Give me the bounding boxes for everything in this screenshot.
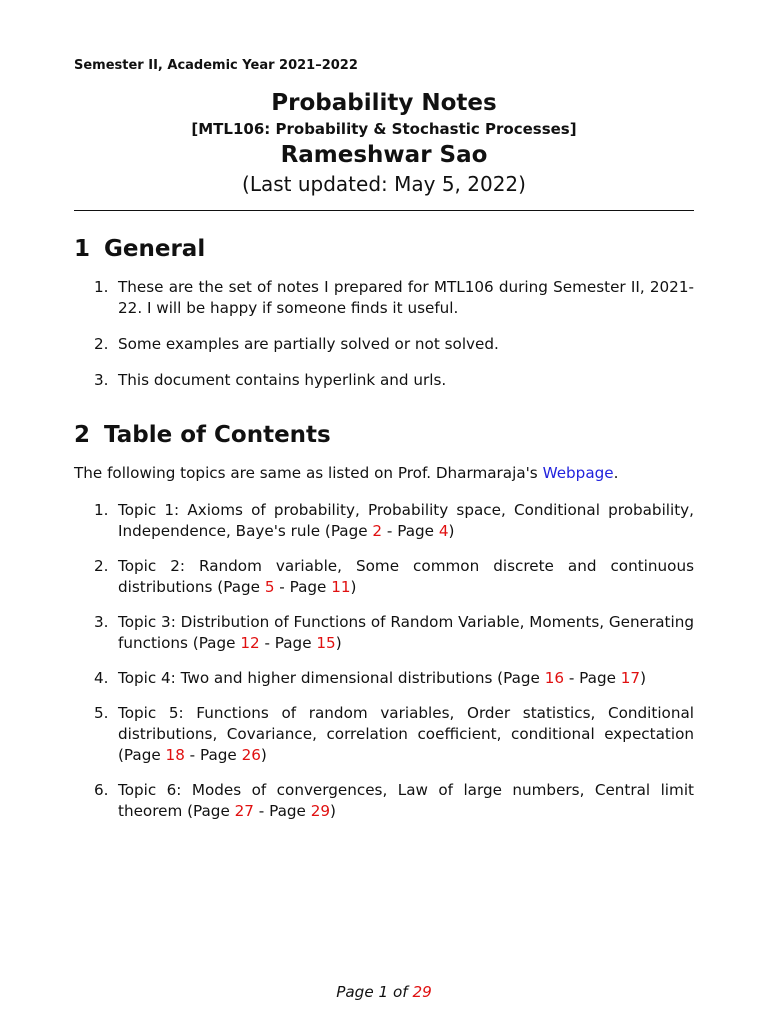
general-list [94, 277, 694, 391]
topic-mid: - Page [274, 578, 332, 596]
list-item [94, 277, 694, 319]
author-name: Rameshwar Sao [280, 142, 488, 168]
title-divider [74, 210, 694, 211]
topic-text: Topic 3: Distribution of Functions of Random Variable, Moments, Generating functions (Page [118, 613, 694, 652]
section-number: 1 [74, 236, 91, 262]
topic-text: Topic 6: Modes of convergences, Law of large numbers, Central limit theorem (Page [118, 781, 694, 820]
toc-item [94, 500, 694, 542]
list-item-text: These are the set of notes I prepared for MTL106 during Semester II, 2021-22. I will be happy if someone finds it useful. [118, 278, 694, 317]
topic-close: ) [640, 669, 647, 687]
section-heading-toc [74, 420, 331, 450]
page-link-start[interactable]: 18 [165, 746, 185, 764]
topic-text: Topic 4: Two and higher dimensional distributions (Page [118, 669, 545, 687]
list-item-text: Some examples are partially solved or not solved. [118, 335, 499, 353]
page-link-start[interactable]: 27 [234, 802, 254, 820]
topic-close: ) [335, 634, 342, 652]
topic-close: ) [330, 802, 336, 820]
last-updated: (Last updated: May 5, 2022) [242, 172, 526, 196]
section-title: General [104, 236, 206, 262]
webpage-link[interactable]: Webpage [542, 464, 614, 482]
page-link-end[interactable]: 26 [241, 746, 261, 764]
page-link-start[interactable]: 12 [240, 634, 260, 652]
toc-intro [74, 463, 618, 484]
list-marker: 5. [94, 704, 109, 722]
list-marker: 3. [94, 371, 109, 389]
list-marker: 1. [94, 278, 109, 296]
page-link-end[interactable]: 15 [316, 634, 336, 652]
list-marker: 6. [94, 781, 109, 799]
topic-mid: - Page [259, 634, 317, 652]
section-number: 2 [74, 422, 91, 448]
list-marker: 2. [94, 335, 109, 353]
list-marker: 4. [94, 669, 109, 687]
topic-text: Topic 1: Axioms of probability, Probability space, Conditional probability, Independence, Baye's rule (Page [118, 501, 694, 540]
topic-mid: - Page [253, 802, 311, 820]
page-link-end[interactable]: 11 [331, 578, 351, 596]
list-marker: 1. [94, 501, 109, 519]
list-item-text: This document contains hyperlink and urls. [118, 371, 447, 389]
intro-text: The following topics are same as listed on Prof. Dharmaraja's [74, 464, 543, 482]
page-number-label: Page 1 of [336, 983, 413, 1001]
document-title: Probability Notes [271, 90, 497, 116]
topic-close: ) [448, 522, 455, 540]
page-link-end[interactable]: 4 [438, 522, 449, 540]
list-item [94, 370, 694, 391]
toc-item [94, 612, 694, 654]
page-footer [0, 983, 768, 1001]
topic-mid: - Page [564, 669, 621, 687]
topic-close: ) [260, 746, 267, 764]
page-link-start[interactable]: 5 [264, 578, 275, 596]
page-link-end[interactable]: 17 [620, 669, 641, 687]
section-heading-general [74, 234, 205, 264]
course-name: [MTL106: Probability & Stochastic Processes] [191, 120, 577, 138]
topic-mid: - Page [184, 746, 242, 764]
toc-item [94, 703, 694, 766]
page-link-start[interactable]: 2 [372, 522, 383, 540]
semester-label: Semester II, Academic Year 2021–2022 [74, 58, 358, 73]
toc-list [94, 500, 694, 822]
list-item [94, 334, 694, 355]
title-block [74, 88, 694, 198]
topic-mid: - Page [382, 522, 439, 540]
toc-item [94, 556, 694, 598]
page-link-end[interactable]: 29 [310, 802, 331, 820]
section-title: Table of Contents [104, 422, 331, 448]
toc-item [94, 780, 694, 822]
topic-text: Topic 5: Functions of random variables, Order statistics, Conditional distributions, Covariance, correlation coefficient, conditional expectation (Page [118, 704, 694, 764]
topic-text: Topic 2: Random variable, Some common discrete and continuous distributions (Page [118, 557, 694, 596]
page-link-start[interactable]: 16 [544, 669, 565, 687]
total-pages-link[interactable]: 29 [412, 983, 432, 1001]
topic-close: ) [350, 578, 357, 596]
list-marker: 2. [94, 557, 109, 575]
intro-suffix: . [613, 464, 619, 482]
list-marker: 3. [94, 613, 109, 631]
toc-item [94, 668, 694, 689]
